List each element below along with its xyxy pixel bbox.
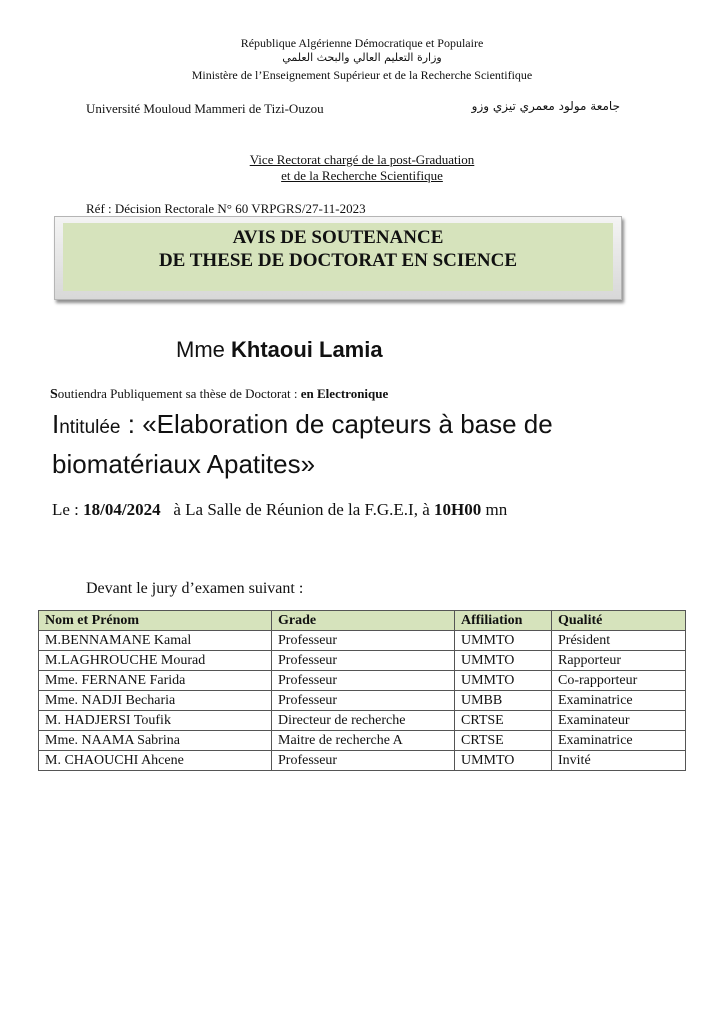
time-suffix: mn — [485, 500, 508, 519]
university-name-arabic: جامعة مولود معمري تيزي وزو — [471, 99, 620, 113]
header-grade: Grade — [272, 611, 455, 631]
member-role: Co-rapporteur — [552, 671, 686, 691]
member-grade: Maitre de recherche A — [272, 731, 455, 751]
thesis-specialty: en Electronique — [300, 386, 389, 401]
member-name: M.BENNAMANE Kamal — [39, 631, 272, 651]
table-row — [39, 631, 686, 651]
title-label-initial: I — [52, 409, 60, 439]
candidate-name — [176, 337, 383, 363]
table-row — [39, 651, 686, 671]
jury-intro: Devant le jury d’examen suivant : — [86, 580, 304, 597]
member-grade: Professeur — [272, 751, 455, 771]
thesis-title-line-2: biomatériaux Apatites» — [52, 449, 316, 479]
member-name: M. CHAOUCHI Ahcene — [39, 751, 272, 771]
member-role: Président — [552, 631, 686, 651]
thesis-title-line-1: : «Elaboration de capteurs à base de — [127, 409, 553, 439]
header-name: Nom et Prénom — [39, 611, 272, 631]
defense-place: à La Salle de Réunion de la F.G.E.I, à — [173, 500, 430, 519]
member-affiliation: UMMTO — [455, 751, 552, 771]
title-label-rest: ntitulée — [59, 417, 121, 438]
member-grade: Professeur — [272, 671, 455, 691]
member-name: Mme. NAAMA Sabrina — [39, 731, 272, 751]
table-row — [39, 711, 686, 731]
defense-date: 18/04/2024 — [83, 500, 161, 519]
member-grade: Professeur — [272, 691, 455, 711]
member-grade: Professeur — [272, 631, 455, 651]
university-name: Université Mouloud Mammeri de Tizi-Ouzou — [86, 101, 324, 116]
republic-name: République Algérienne Démocratique et Populaire — [240, 36, 484, 50]
banner-line-1: AVIS DE SOUTENANCE — [232, 227, 444, 248]
member-name: Mme. FERNANE Farida — [39, 671, 272, 691]
member-grade: Directeur de recherche — [272, 711, 455, 731]
date-prefix: Le : — [52, 500, 79, 519]
defense-schedule — [52, 500, 507, 520]
vice-rectorat-line-1: Vice Rectorat chargé de la post-Graduation — [249, 152, 475, 167]
jury-table — [38, 610, 686, 771]
banner-line-2: DE THESE DE DOCTORAT EN SCIENCE — [158, 250, 518, 271]
member-role: Invité — [552, 751, 686, 771]
member-name: M.LAGHROUCHE Mourad — [39, 651, 272, 671]
thesis-title — [52, 406, 692, 482]
table-row — [39, 671, 686, 691]
candidate-title: Mme — [176, 337, 225, 362]
vice-rectorat-line-2: et de la Recherche Scientifique — [281, 168, 443, 183]
member-affiliation: UMMTO — [455, 651, 552, 671]
member-role: Examinateur — [552, 711, 686, 731]
defense-time: 10H00 — [434, 500, 482, 519]
header-quality: Qualité — [552, 611, 686, 631]
intro-initial: S — [50, 387, 58, 402]
header-affiliation: Affiliation — [455, 611, 552, 631]
ministry-name-arabic: وزارة التعليم العالي والبحث العلمي — [282, 51, 442, 64]
candidate-full-name: Khtaoui Lamia — [231, 337, 383, 362]
member-affiliation: CRTSE — [455, 731, 552, 751]
member-affiliation: UMBB — [455, 691, 552, 711]
member-name: Mme. NADJI Becharia — [39, 691, 272, 711]
intro-text: outiendra Publiquement sa thèse de Doctorat : — [57, 386, 298, 401]
member-affiliation: UMMTO — [455, 671, 552, 691]
table-row — [39, 751, 686, 771]
jury-table-header-row — [39, 611, 686, 631]
member-affiliation: CRTSE — [455, 711, 552, 731]
member-name: M. HADJERSI Toufik — [39, 711, 272, 731]
member-affiliation: UMMTO — [455, 631, 552, 651]
notice-banner-title — [63, 223, 613, 291]
member-role: Examinatrice — [552, 691, 686, 711]
table-row — [39, 731, 686, 751]
member-grade: Professeur — [272, 651, 455, 671]
member-role: Examinatrice — [552, 731, 686, 751]
notice-banner — [54, 216, 622, 300]
member-role: Rapporteur — [552, 651, 686, 671]
ministry-name: Ministère de l’Enseignement Supérieur et de la Recherche Scientifique — [191, 68, 533, 82]
reference-number: Réf : Décision Rectorale N° 60 VRPGRS/27-11-2023 — [86, 201, 366, 216]
table-row — [39, 691, 686, 711]
thesis-intro — [50, 386, 388, 403]
